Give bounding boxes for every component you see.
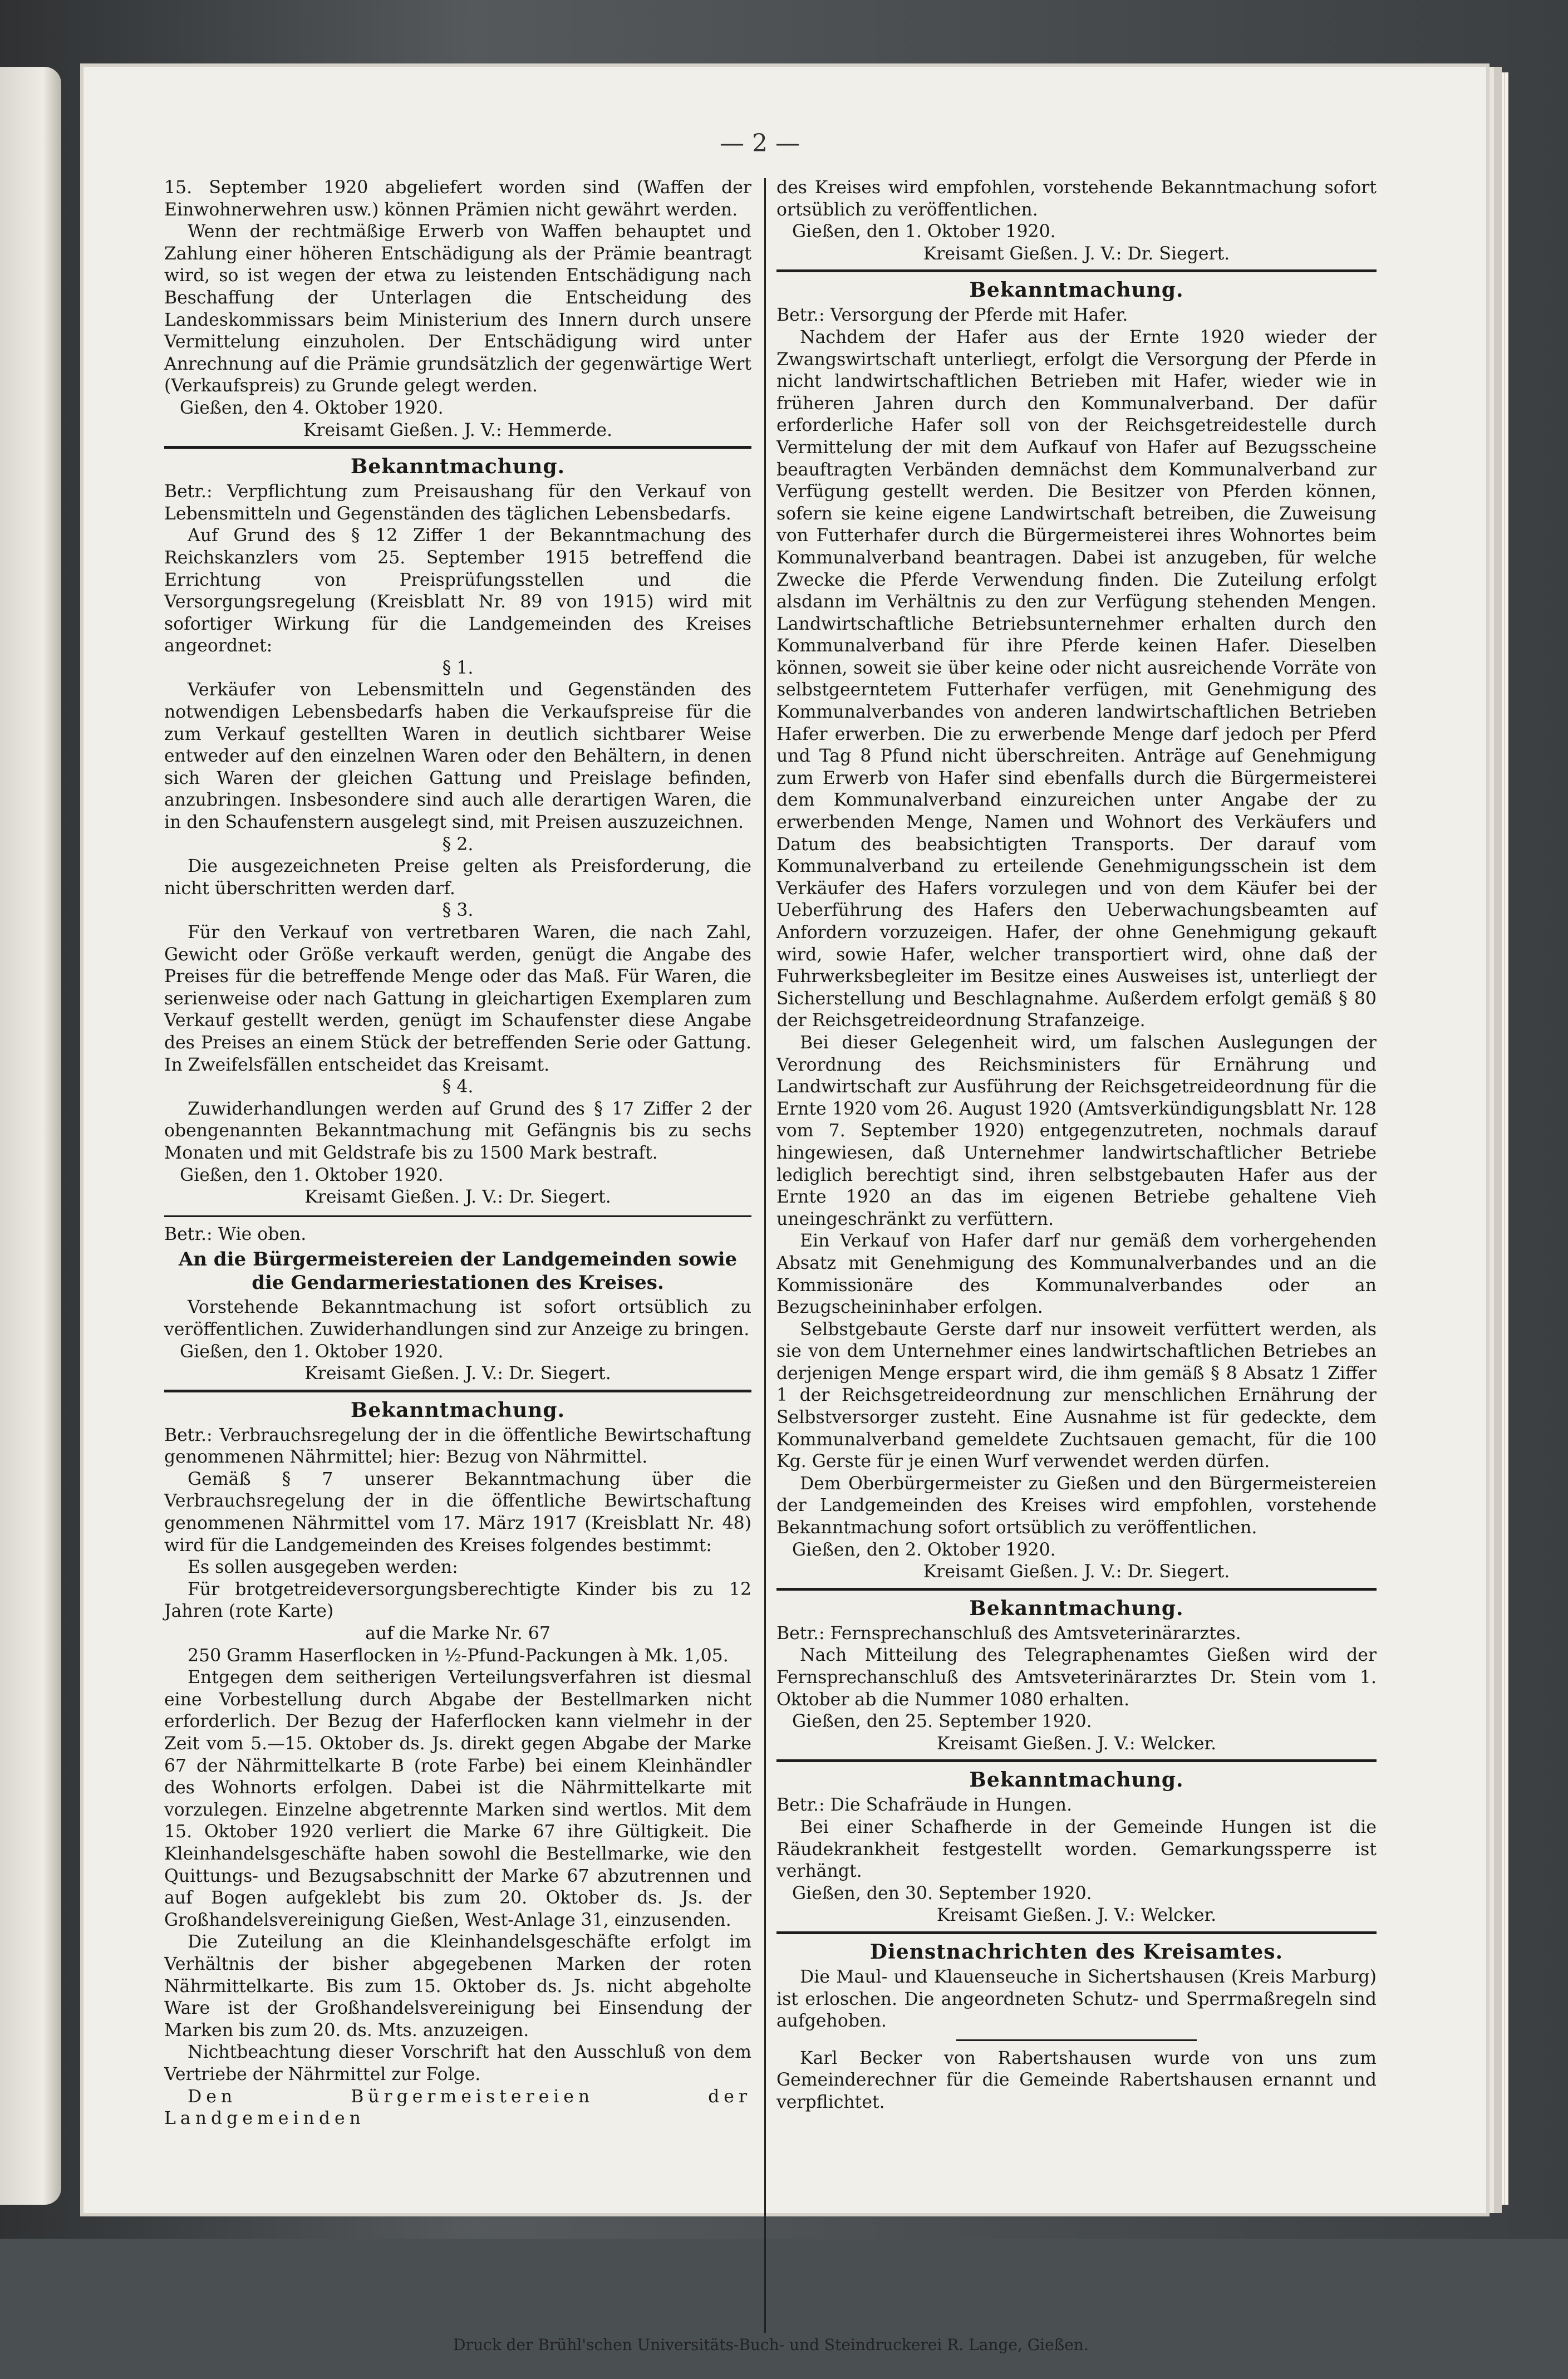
notice-subject: Betr.: Verpflichtung zum Preisaushang für den Verkauf von Lebensmitteln und Gegenständen des täglichen Lebensbedarfs.	[164, 482, 751, 524]
section-text: Für den Verkauf von vertretbaren Waren, die nach Zahl, Gewicht oder Größe verkauft werden, genügt die Angabe des Preises für die betreffende Menge oder das Maß. Für Waren, die serienweise oder nach Gattung in gleichartigen Exemplaren zum Verkauf gestellt werden, genügt im Schaufenster diese Angabe des Preises an einem Stück der betreffenden Serie oder Gattung. In Zweifelsfällen entscheidet das Kreisamt.	[164, 923, 751, 1075]
section-rule	[776, 269, 1377, 272]
signature: Kreisamt Gießen. J. V.: Dr. Siegert.	[304, 1363, 611, 1384]
right-paragraph-1: des Kreises wird empfohlen, vorstehende Bekanntmachung sofort ortsüblich zu veröffentlichen.	[776, 178, 1377, 220]
left-column	[164, 177, 751, 2379]
signature: Kreisamt Gießen. J. V.: Welcker.	[936, 1905, 1217, 1926]
section-heading: § 4.	[442, 1077, 474, 1097]
notice-text: Die Maul- und Klauenseuche in Sichertshausen (Kreis Marburg) ist erloschen. Die angeordneten Schutz- und Sperrmaßregeln sind aufgehoben.	[776, 1966, 1377, 2032]
notice-text: Selbstgebaute Gerste darf nur insoweit verfüttert werden, als sie von dem Unternehmer eines landwirtschaftlichen Betriebes an derjenigen Menge erspart wird, die ihm gemäß § 8 Absatz 1 Ziffer 1 der Reichsgetreideordnung zur menschlichen Ernährung der Selbstversorger zusteht. Eine Ausnahme ist für gedeckte, dem Kommunalverband gemeldete Zuchtsauen gemacht, für die 100 Kg. Gerste für je einen Wurf verwendet werden dürfen.	[776, 1319, 1377, 1472]
list-line: Für brotgetreideversorgungsberechtigte Kinder bis zu 12 Jahren (rote Karte)	[164, 1579, 751, 1622]
facing-page-edge	[0, 67, 61, 2205]
section-rule	[164, 1215, 751, 1217]
signature: Kreisamt Gießen. J. V.: Welcker.	[936, 1733, 1217, 1754]
left-paragraph-1: 15. September 1920 abgeliefert worden sind (Waffen der Einwohnerwehren usw.) können Prämien nicht gewährt werden.	[164, 178, 751, 220]
list-line: auf die Marke Nr. 67	[365, 1623, 550, 1644]
section-rule	[776, 1931, 1377, 1934]
section-heading: § 2.	[442, 834, 474, 855]
page-number: — 2 —	[720, 129, 800, 158]
date-line: Gießen, den 1. Oktober 1920.	[180, 1165, 444, 1185]
date-line: Gießen, den 30. September 1920.	[792, 1883, 1092, 1904]
notice-text: Die Zuteilung an die Kleinhandelsgeschäfte erfolgt im Verhältnis der bisher abgegebenen Marken der roten Nährmittelkarte. Bis zum 15. Oktober ds. Js. nicht abgeholte Ware ist der Großhandelsvereinigung bei Einsendung der Marken bis zum 20. ds. Mts. anzuzeigen.	[164, 1932, 751, 2040]
notice-subject: Betr.: Versorgung der Pferde mit Hafer.	[776, 305, 1128, 326]
notice-text: Karl Becker von Rabertshausen wurde von uns zum Gemeinderechner für die Gemeinde Rabertshausen ernannt und verpflichtet.	[776, 2048, 1377, 2112]
notice-text: Nachdem der Hafer aus der Ernte 1920 wieder der Zwangswirtschaft unterliegt, erfolgt die Versorgung der Pferde in nicht landwirtschaftlichen Betrieben mit Hafer, wieder wie in früheren Jahren durch den Kommunalverband. Der dafür erforderliche Hafer soll von der Reichsgetreidestelle durch Vermittelung der mit dem Aufkauf von Hafer auf Bezugsscheine beauftragten Verbänden demnächst dem Kommunalverband zur Verfügung gestellt werden. Die Besitzer von Pferden können, sofern sie keine eigene Landwirtschaft betreiben, die Zuweisung von Futterhafer durch die Bürgermeisterei ihres Wohnortes beim Kommunalverband beantragen. Dabei ist anzugeben, für welche Zwecke die Pferde Verwendung finden. Die Zuteilung erfolgt alsdann im Verhältnis zu den zur Verfügung stehenden Mengen. Landwirtschaftliche Betriebsunternehmer erhalten durch den Kommunalverband für ihre Pferde keinen Hafer. Dieselben können, soweit sie über keine oder nicht ausreichende Vorräte von selbstgeerntetem Futterhafer verfügen, mit Genehmigung des Kommunalverbandes von anderen landwirtschaftlichen Betrieben Hafer erwerben. Die zu erwerbende Menge darf jedoch per Pferd und Tag 8 Pfund nicht überschreiten. Anträge auf Genehmigung zum Erwerb von Hafer sind ebenfalls durch die Bürgermeisterei dem Kommunalverband einzureichen unter Angabe der zu erwerbenden Menge, Namen und Wohnort des Verkäufers und Datum des beabsichtigten Transports. Der darauf vom Kommunalverband zu erteilende Genehmigungsschein ist dem Verkäufer des Hafers vorzulegen und von dem Käufer bei der Ueberführung des Hafers den Ueberwachungsbeamten auf Anfordern vorzuzeigen. Hafer, der ohne Genehmigung gekauft wird, sowie Hafer, welcher transportiert wird, ohne daß der Fuhrwerksbegleiter im Besitze eines Ausweises ist, unterliegt der Sicherstellung und Beschlagnahme. Außerdem erfolgt gemäß § 80 der Reichsgetreideordnung Strafanzeige.	[776, 327, 1377, 1031]
section-rule	[776, 1588, 1377, 1591]
section-heading: § 1.	[442, 658, 474, 678]
notice-subject: Betr.: Wie oben.	[164, 1224, 307, 1244]
right-column	[776, 177, 1377, 2114]
column-divider	[764, 178, 766, 2333]
short-rule	[956, 2039, 1196, 2041]
section-rule	[164, 446, 751, 449]
date-line: Gießen, den 1. Oktober 1920.	[180, 1341, 444, 1362]
date-line: Gießen, den 1. Oktober 1920.	[792, 222, 1056, 242]
signature: Kreisamt Gießen. J. V.: Dr. Siegert.	[923, 243, 1230, 264]
notice-subject: Betr.: Verbrauchsregelung der in die öffentliche Bewirtschaftung genommenen Nährmittel; hier: Bezug von Nährmittel.	[164, 1425, 751, 1468]
signature: Kreisamt Gießen. J. V.: Dr. Siegert.	[304, 1187, 611, 1208]
list-line: 250 Gramm Haserflocken in ½-Pfund-Packungen à Mk. 1,05.	[188, 1645, 729, 1666]
notice-text: Entgegen dem seitherigen Verteilungsverfahren ist diesmal eine Vorbestellung durch Abgabe der Bestellmarken nicht erforderlich. Der Bezug der Haferflocken kann vielmehr in der Zeit vom 5.—15. Oktober ds. Js. direkt gegen Abgabe der Marke 67 der Nährmittelkarte B (rote Farbe) bei einem Kleinhändler des Wohnorts erfolgen. Dabei ist die Nährmittelkarte mit vorzulegen. Einzelne abgetrennte Marken sind wertlos. Mit dem 15. Oktober 1920 verliert die Marke 67 ihre Gültigkeit. Die Kleinhandelsgeschäfte haben sowohl die Bestellmarke, wie den Quittungs- und Bezugsabschnitt der Marke 67 abzutrennen und auf Bogen aufgeklebt bis zum 20. Oktober ds. Js. der Großhandelsvereinigung Gießen, West-Anlage 31, einzusenden.	[164, 1667, 751, 1930]
notice-text: Bei einer Schafherde in der Gemeinde Hungen ist die Räudekrankheit festgestellt worden. Gemarkungssperre ist verhängt.	[776, 1817, 1377, 1882]
notice-subject: Betr.: Fernsprechanschluß des Amtsveterinärarztes.	[776, 1623, 1241, 1644]
notice-text: Nichtbeachtung dieser Vorschrift hat den Ausschluß von dem Vertriebe der Nährmittel zur Folge.	[164, 2042, 751, 2084]
notice-subject: Betr.: Die Schafräude in Hungen.	[776, 1795, 1073, 1816]
notice-title: Bekanntmachung.	[969, 1768, 1184, 1792]
notice-text: Dem Oberbürgermeister zu Gießen und den Bürgermeistereien der Landgemeinden des Kreises wird empfohlen, vorstehende Bekanntmachung sofort ortsüblich zu veröffentlichen.	[776, 1473, 1377, 1538]
left-paragraph-2: Wenn der rechtmäßige Erwerb von Waffen behauptet und Zahlung einer höheren Entschädigung als der Prämie beantragt wird, so ist wegen der etwa zu leistenden Entschädigung nach Beschaffung der Unterlagen die Entscheidung des Landeskommissars beim Ministerium des Innern durch unsere Vermittelung einzuholen. Der Entschädigung wird unter Anrechnung auf die Prämie grundsätzlich der gegenwärtige Wert (Verkaufspreis) zu Grunde gelegt werden.	[164, 222, 751, 396]
list-line: Es sollen ausgegeben werden:	[188, 1557, 458, 1578]
date-line: Gießen, den 4. Oktober 1920.	[180, 398, 444, 418]
section-text: Verkäufer von Lebensmitteln und Gegenständen des notwendigen Lebensbedarfs haben die Verkaufspreise für die zum Verkauf gestellten Waren in deutlich sichtbarer Weise entweder auf den einzelnen Waren oder den Behältern, in denen sich Waren der gleichen Gattung und Preislage befinden, anzubringen. Insbesondere sind auch alle derartigen Waren, die in den Schaufenstern ausgelegt sind, mit Preisen auszuzeichnen.	[164, 680, 751, 833]
section-heading: § 3.	[442, 900, 474, 921]
notice-title: Bekanntmachung.	[350, 455, 566, 479]
printer-imprint: Druck der Brühl'schen Universitäts-Buch- und Steindruckerei R. Lange, Gießen.	[453, 2336, 1089, 2354]
section-text: Die ausgezeichneten Preise gelten als Preisforderung, die nicht überschritten werden darf.	[164, 856, 751, 899]
section-rule	[164, 1390, 751, 1392]
notice-title: Bekanntmachung.	[969, 278, 1184, 302]
signature: Kreisamt Gießen. J. V.: Hemmerde.	[303, 420, 613, 440]
notice-addressee: An die Bürgermeistereien der Landgemeinden sowie die Gendarmeriestationen des Kreises.	[178, 1248, 738, 1294]
signature: Kreisamt Gießen. J. V.: Dr. Siegert.	[923, 1562, 1230, 1582]
notice-text: Nach Mitteilung des Telegraphenamtes Gießen wird der Fernsprechanschluß des Amtsveterinärarztes Dr. Stein vom 1. Oktober ab die Nummer 1080 erhalten.	[776, 1645, 1377, 1710]
notice-text: Ein Verkauf von Hafer darf nur gemäß dem vorhergehenden Absatz mit Genehmigung des Kommunalverbandes und an die Kommissionäre des Kommunalverbandes oder an Bezugscheininhaber erfolgen.	[776, 1231, 1377, 1318]
notice-title: Bekanntmachung.	[350, 1398, 566, 1422]
notice-text: Den Bürgermeistereien der Landgemeinden	[164, 2086, 751, 2129]
section-rule	[776, 1759, 1377, 1762]
notice-text: Bei dieser Gelegenheit wird, um falschen Auslegungen der Verordnung des Reichsministers für Ernährung und Landwirtschaft zur Ausführung der Reichsgetreideordnung für die Ernte 1920 vom 26. August 1920 (Amtsverkündigungsblatt Nr. 128 vom 7. September 1920) entgegenzutreten, nochmals darauf hingewiesen, daß Unternehmer landwirtschaftlicher Betriebe lediglich berechtigt sind, ihren selbstgebauten Hafer aus der Ernte 1920 an das im eigenen Betriebe gehaltene Vieh uneingeschränkt zu verfüttern.	[776, 1032, 1377, 1229]
section-text: Zuwiderhandlungen werden auf Grund des § 17 Ziffer 2 der obengenannten Bekanntmachung mit Gefängnis bis zu sechs Monaten und mit Geldstrafe bis zu 1500 Mark bestraft.	[164, 1098, 751, 1163]
notice-title: Dienstnachrichten des Kreisamtes.	[869, 1940, 1284, 1964]
date-line: Gießen, den 25. September 1920.	[792, 1711, 1092, 1732]
notice-intro: Gemäß § 7 unserer Bekanntmachung über die Verbrauchsregelung der in die öffentliche Bewirtschaftung genommenen Nährmittel vom 17. März 1917 (Kreisblatt Nr. 48) wird für die Landgemeinden des Kreises folgendes bestimmt:	[164, 1469, 751, 1556]
notice-intro: Auf Grund des § 12 Ziffer 1 der Bekanntmachung des Reichskanzlers vom 25. September 1915 betreffend die Errichtung von Preisprüfungsstellen und die Versorgungsregelung (Kreisblatt Nr. 89 von 1915) wird mit sofortiger Wirkung für die Landgemeinden des Kreises angeordnet:	[164, 526, 751, 656]
notice-title: Bekanntmachung.	[969, 1596, 1184, 1620]
date-line: Gießen, den 2. Oktober 1920.	[792, 1539, 1056, 1560]
notice-text: Vorstehende Bekanntmachung ist sofort ortsüblich zu veröffentlichen. Zuwiderhandlungen sind zur Anzeige zu bringen.	[164, 1297, 751, 1340]
